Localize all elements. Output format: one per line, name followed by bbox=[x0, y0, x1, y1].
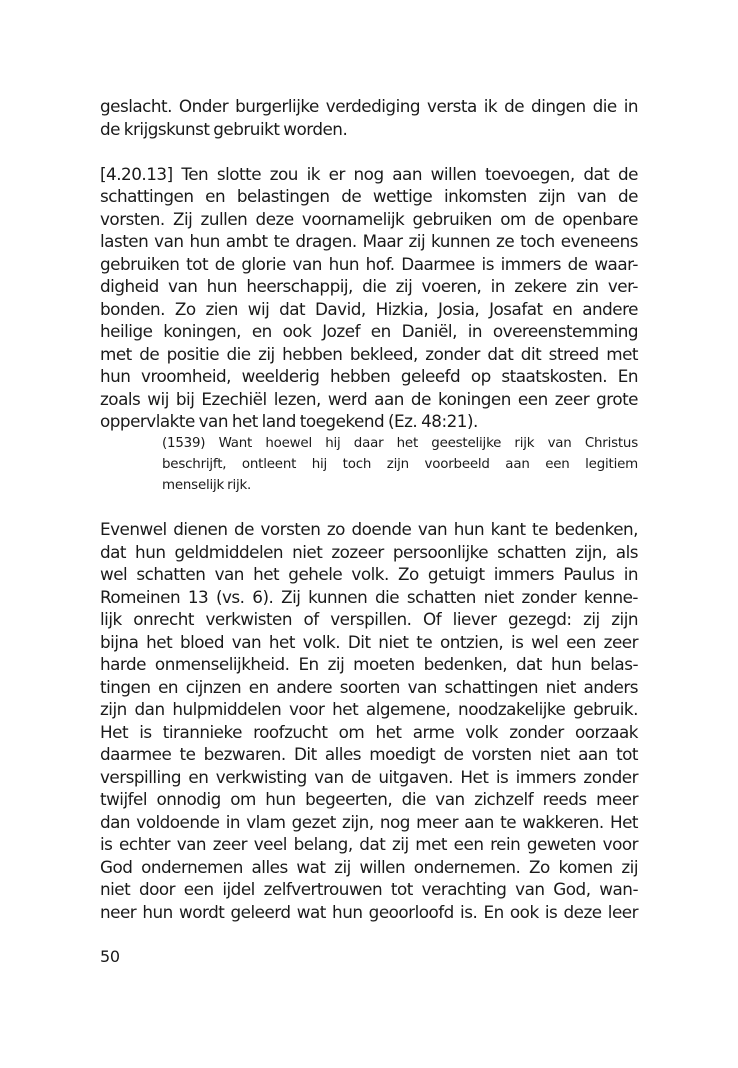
text-line: lijk onrecht verkwisten of verspillen. Of liever gezegd: zij zijn bbox=[100, 609, 638, 629]
text-line: tingen en cijnzen en andere soorten van schattingen niet anders bbox=[100, 676, 638, 697]
text-line: dan voldoende in vlam gezet zijn, nog meer aan te wakkeren. Het bbox=[100, 811, 638, 832]
text-line: God ondernemen alles wat zij willen ondernemen. Zo komen zij bbox=[100, 856, 638, 877]
note-line: (1539) Want hoewel hij daar het geestelijke rijk van Christus bbox=[162, 435, 638, 451]
text-line: harde onmenselijkheid. En zij moeten bedenken, dat hun belas- bbox=[100, 654, 638, 674]
text-line: met de positie die zij hebben bekleed, zonder dat dit streed met bbox=[100, 343, 638, 364]
paragraph-1 bbox=[100, 95, 638, 140]
text-line: gebruiken tot de glorie van hun hof. Daarmee is immers de waar- bbox=[100, 253, 638, 274]
footnote-block bbox=[162, 433, 638, 496]
text-line: geslacht. Onder burgerlijke verdediging versta ik de dingen die in bbox=[100, 96, 638, 116]
text-line: wel schatten van het gehele volk. Zo getuigt immers Paulus in bbox=[100, 564, 638, 584]
text-line: bijna het bloed van het volk. Dit niet te ontzien, is wel een zeer bbox=[100, 631, 638, 652]
text-line: lasten van hun ambt te dragen. Maar zij kunnen ze toch eveneens bbox=[100, 231, 638, 251]
text-line: [4.20.13] Ten slotte zou ik er nog aan willen toevoegen, dat de bbox=[100, 163, 638, 184]
text-line: Evenwel dienen de vorsten zo doende van hun kant te bedenken, bbox=[100, 519, 638, 539]
text-line: Het is tirannieke roofzucht om het arme volk zonder oorzaak bbox=[100, 721, 638, 742]
text-line: zijn dan hulpmiddelen voor het algemene, noodzakelijke gebruik. bbox=[100, 699, 638, 719]
text-line: heilige koningen, en ook Jozef en Daniël, in overeenstemming bbox=[100, 321, 638, 341]
paragraph-3 bbox=[100, 518, 638, 923]
text-line: verspilling en verkwisting van de uitgaven. Het is immers zonder bbox=[100, 766, 638, 787]
note-line: beschrijft, ontleent hij toch zijn voorbeeld aan een legitiem bbox=[162, 456, 638, 472]
text-line: Romeinen 13 (vs. 6). Zij kunnen die schatten niet zonder kenne- bbox=[100, 586, 638, 607]
text-line: digheid van hun heerschappij, die zij voeren, in zekere zin ver- bbox=[100, 276, 638, 296]
text-line: daarmee te bezwaren. Dit alles moedigt de vorsten niet aan tot bbox=[100, 744, 638, 764]
text-line: zoals wij bij Ezechiël lezen, werd aan de koningen een zeer grote bbox=[100, 388, 638, 409]
page-body bbox=[100, 95, 638, 923]
text-line: niet door een ijdel zelfvertrouwen tot verachting van God, wan- bbox=[100, 879, 638, 899]
text-line: dat hun geldmiddelen niet zozeer persoonlijke schatten zijn, als bbox=[100, 541, 638, 562]
paragraph-2 bbox=[100, 163, 638, 433]
text-line: hun vroomheid, weelderig hebben geleefd op staatskosten. En bbox=[100, 366, 638, 386]
text-line: oppervlakte van het land toegekend (Ez. 48:21). bbox=[100, 411, 478, 431]
page-number: 50 bbox=[100, 947, 120, 966]
text-line: is echter van zeer veel belang, dat zij met een rein geweten voor bbox=[100, 834, 638, 854]
note-line: menselijk rijk. bbox=[162, 477, 252, 493]
text-line: twijfel onnodig om hun begeerten, die van zichzelf reeds meer bbox=[100, 789, 638, 809]
text-line: schattingen en belastingen de wettige inkomsten zijn van de bbox=[100, 186, 638, 206]
text-line: vorsten. Zij zullen deze voornamelijk gebruiken om de openbare bbox=[100, 208, 638, 229]
text-line: bonden. Zo zien wij dat David, Hizkia, Josia, Josafat en andere bbox=[100, 298, 638, 319]
text-line: neer hun wordt geleerd wat hun geoorloofd is. En ook is deze leer bbox=[100, 901, 638, 922]
text-line: de krijgskunst gebruikt worden. bbox=[100, 118, 348, 139]
